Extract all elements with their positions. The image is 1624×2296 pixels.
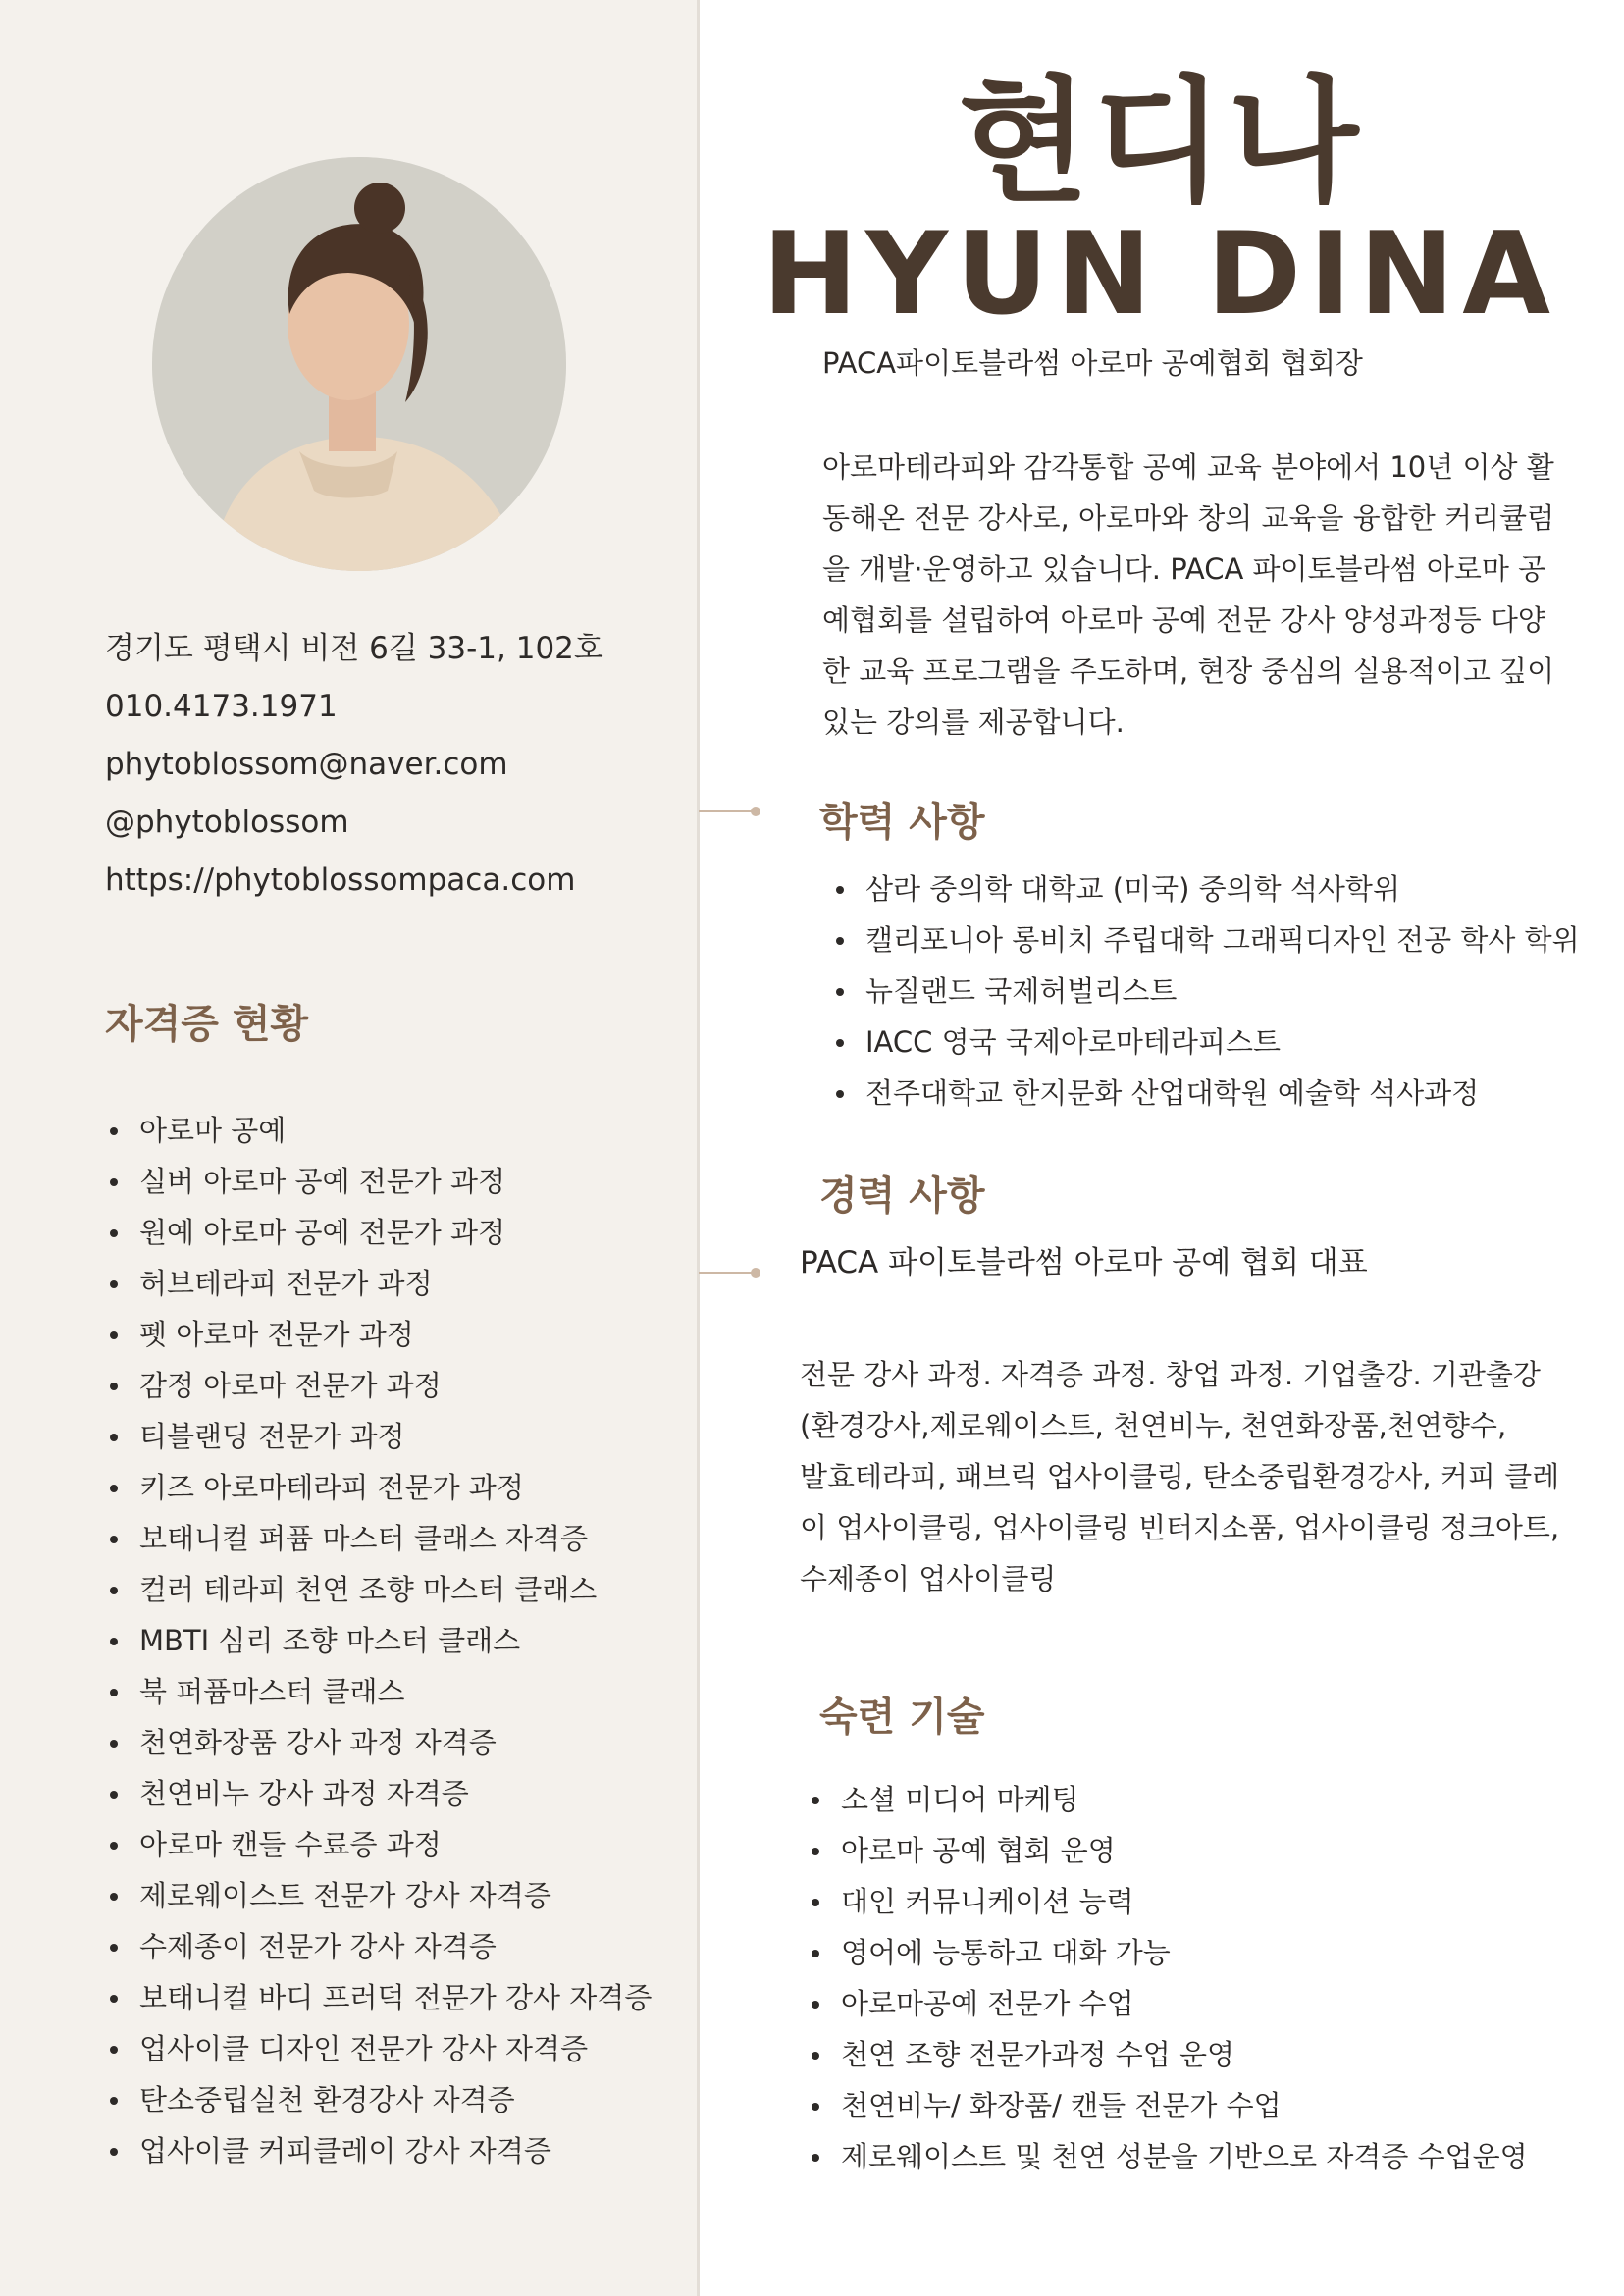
skill-item: 아로마공예 전문가 수업 xyxy=(841,1978,1528,2029)
education-heading: 학력 사항 xyxy=(819,800,985,845)
career-line: 발효테라피, 패브릭 업사이클링, 탄소중립환경강사, 커피 클레 xyxy=(800,1460,1560,1493)
intro-line: 한 교육 프로그램을 주도하며, 현장 중심의 실용적이고 깊이 xyxy=(822,654,1555,688)
career-line: (환경강사,제로웨이스트, 천연비누, 천연화장품,천연향수, xyxy=(800,1409,1507,1442)
certification-item: 아로마 캔들 수료증 과정 xyxy=(139,1819,652,1870)
certification-item: 제로웨이스트 전문가 강사 자격증 xyxy=(139,1870,652,1921)
connector-dot xyxy=(751,807,760,816)
skills-list xyxy=(841,1774,1528,2182)
skill-item: 영어에 능통하고 대화 가능 xyxy=(841,1927,1528,1978)
intro-line: 예협회를 설립하여 아로마 공예 전문 강사 양성과정등 다양 xyxy=(822,603,1545,637)
contact-social[interactable]: @phytoblossom xyxy=(105,805,349,840)
certification-item: 업사이클 디자인 전문가 강사 자격증 xyxy=(139,2023,652,2074)
education-item: 삼라 중의학 대학교 (미국) 중의학 석사학위 xyxy=(865,863,1580,914)
contact-address: 경기도 평택시 비전 6길 33-1, 102호 xyxy=(105,631,603,666)
skill-item: 천연 조향 전문가과정 수업 운영 xyxy=(841,2029,1528,2080)
education-item: 캘리포니아 롱비치 주립대학 그래픽디자인 전공 학사 학위 xyxy=(865,914,1580,965)
certification-item: 보태니컬 퍼퓸 마스터 클래스 자격증 xyxy=(139,1513,652,1564)
certification-item: 업사이클 커피클레이 강사 자격증 xyxy=(139,2125,652,2176)
profile-photo xyxy=(152,157,566,571)
connector-dot xyxy=(751,1268,760,1278)
certification-item: 허브테라피 전문가 과정 xyxy=(139,1258,652,1309)
certifications-heading: 자격증 현황 xyxy=(105,1002,309,1047)
certification-item: 탄소중립실천 환경강사 자격증 xyxy=(139,2074,652,2125)
career-description xyxy=(800,1349,1559,1604)
certification-item: 컬러 테라피 천연 조향 마스터 클래스 xyxy=(139,1564,652,1615)
contact-phone: 010.4173.1971 xyxy=(105,689,338,724)
education-item: 전주대학교 한지문화 산업대학원 예술학 석사과정 xyxy=(865,1068,1580,1119)
intro-line: 동해온 전문 강사로, 아로마와 창의 교육을 융합한 커리큘럼 xyxy=(822,501,1555,535)
profile-photo-illustration xyxy=(152,157,566,571)
skill-item: 대인 커뮤니케이션 능력 xyxy=(841,1876,1528,1927)
certification-item: 실버 아로마 공예 전문가 과정 xyxy=(139,1156,652,1207)
certifications-list xyxy=(139,1105,652,2176)
certification-item: 펫 아로마 전문가 과정 xyxy=(139,1309,652,1360)
certification-item: 원예 아로마 공예 전문가 과정 xyxy=(139,1207,652,1258)
education-item: 뉴질랜드 국제허벌리스트 xyxy=(865,965,1580,1017)
skills-heading: 숙련 기술 xyxy=(819,1695,985,1740)
certification-item: 보태니컬 바디 프러덕 전문가 강사 자격증 xyxy=(139,1972,652,2023)
certification-item: 키즈 아로마테라피 전문가 과정 xyxy=(139,1462,652,1513)
career-line: 이 업사이클링, 업사이클링 빈터지소품, 업사이클링 정크아트, xyxy=(800,1511,1560,1544)
intro-line: 있는 강의를 제공합니다. xyxy=(822,705,1125,739)
career-line: 수제종이 업사이클링 xyxy=(800,1562,1057,1595)
certification-item: 감정 아로마 전문가 과정 xyxy=(139,1360,652,1411)
contact-website[interactable]: https://phytoblossompaca.com xyxy=(105,862,576,898)
education-list xyxy=(865,863,1580,1119)
career-heading: 경력 사항 xyxy=(819,1174,985,1219)
skill-item: 소셜 미디어 마케팅 xyxy=(841,1774,1528,1825)
name-english: HYUN DINA xyxy=(761,208,1559,340)
job-title: PACA파이토블라썸 아로마 공예협회 협회장 xyxy=(822,346,1363,380)
skill-item: 제로웨이스트 및 천연 성분을 기반으로 자격증 수업운영 xyxy=(841,2131,1528,2182)
contact-info xyxy=(105,620,603,910)
contact-email[interactable]: phytoblossom@naver.com xyxy=(105,747,508,782)
certification-item: 수제종이 전문가 강사 자격증 xyxy=(139,1921,652,1972)
name-korean: 현디나 xyxy=(958,63,1363,221)
career-connector xyxy=(699,1272,756,1274)
intro-line: 아로마테라피와 감각통합 공예 교육 분야에서 10년 이상 활 xyxy=(822,450,1554,484)
education-connector xyxy=(699,810,756,812)
career-title: PACA 파이토블라썸 아로마 공예 협회 대표 xyxy=(800,1245,1368,1280)
intro-line: 을 개발·운영하고 있습니다. PACA 파이토블라썸 아로마 공 xyxy=(822,552,1546,586)
certification-item: 티블랜딩 전문가 과정 xyxy=(139,1411,652,1462)
certification-item: MBTI 심리 조향 마스터 클래스 xyxy=(139,1615,652,1666)
skill-item: 아로마 공예 협회 운영 xyxy=(841,1825,1528,1876)
certification-item: 아로마 공예 xyxy=(139,1105,652,1156)
certification-item: 천연화장품 강사 과정 자격증 xyxy=(139,1717,652,1768)
career-line: 전문 강사 과정. 자격증 과정. 창업 과정. 기업출강. 기관출강 xyxy=(800,1358,1541,1391)
intro-paragraph xyxy=(822,442,1578,748)
skill-item: 천연비누/ 화장품/ 캔들 전문가 수업 xyxy=(841,2080,1528,2131)
certification-item: 북 퍼퓸마스터 클래스 xyxy=(139,1666,652,1717)
certification-item: 천연비누 강사 과정 자격증 xyxy=(139,1768,652,1819)
education-item: IACC 영국 국제아로마테라피스트 xyxy=(865,1017,1580,1068)
